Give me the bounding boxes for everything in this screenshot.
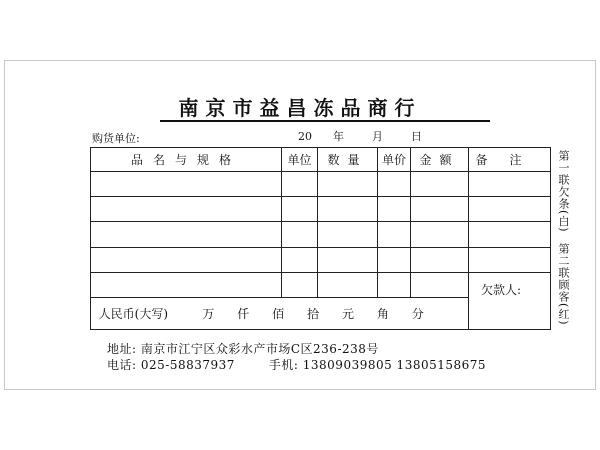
quantity-cell[interactable]	[318, 272, 378, 297]
price-cell[interactable]	[378, 272, 411, 297]
shop-title: 南京市益昌冻品商行	[178, 96, 422, 120]
debtor-cell[interactable]	[469, 272, 551, 329]
table-row	[91, 222, 551, 247]
amount-cell[interactable]	[411, 222, 469, 247]
goods-cell[interactable]	[91, 172, 282, 197]
unit-cell[interactable]	[282, 197, 318, 222]
goods-cell[interactable]	[91, 247, 282, 272]
table-row	[91, 247, 551, 272]
remark-cell[interactable]	[469, 247, 551, 272]
goods-cell[interactable]	[91, 197, 282, 222]
date-month: 月	[371, 130, 383, 143]
unit-cell[interactable]	[282, 247, 318, 272]
price-cell[interactable]	[378, 247, 411, 272]
goods-cell[interactable]	[91, 222, 282, 247]
header-price: 单价	[378, 148, 411, 172]
table-header-row	[91, 148, 551, 172]
quantity-cell[interactable]	[318, 222, 378, 247]
rmb-total-cell[interactable]	[91, 297, 469, 329]
amount-cell[interactable]	[411, 172, 469, 197]
price-cell[interactable]	[378, 172, 411, 197]
denom-fen: 分	[411, 306, 424, 321]
remark-cell[interactable]	[469, 222, 551, 247]
quantity-cell[interactable]	[318, 247, 378, 272]
amount-cell[interactable]	[411, 272, 469, 297]
remark-cell[interactable]	[469, 172, 551, 197]
denom-yuan: 元	[341, 306, 354, 321]
denom-jiao: 角	[376, 306, 389, 321]
table-row	[91, 272, 551, 297]
unit-cell[interactable]	[282, 272, 318, 297]
denom-shi: 拾	[307, 306, 320, 321]
buyer-unit-label: 购货单位:	[92, 132, 140, 145]
date-year-prefix: 20	[298, 130, 312, 143]
copy-label-white: 第一联欠条(白)	[557, 150, 570, 233]
title-underline	[160, 120, 490, 122]
footer-address: 地址: 南京市江宁区众彩水产市场C区236-238号	[107, 342, 379, 356]
denom-qian: 仟	[237, 306, 250, 321]
unit-cell[interactable]	[282, 172, 318, 197]
rmb-label: 人民币(大写)	[98, 306, 169, 321]
footer-phone: 电话: 025-58837937	[107, 358, 235, 372]
date-day: 日	[410, 130, 422, 143]
denom-bai: 佰	[272, 306, 285, 321]
unit-cell[interactable]	[282, 222, 318, 247]
header-unit: 单位	[282, 148, 318, 172]
quantity-cell[interactable]	[318, 172, 378, 197]
amount-cell[interactable]	[411, 197, 469, 222]
denom-wan: 万	[202, 306, 215, 321]
debtor-label: 欠款人:	[481, 282, 522, 297]
header-remark: 备注	[469, 148, 551, 172]
amount-cell[interactable]	[411, 247, 469, 272]
footer-contact	[107, 356, 486, 373]
quantity-cell[interactable]	[318, 197, 378, 222]
price-cell[interactable]	[378, 197, 411, 222]
date-line	[298, 128, 422, 144]
goods-cell[interactable]	[91, 272, 282, 297]
date-year: 年	[332, 130, 344, 143]
price-cell[interactable]	[378, 222, 411, 247]
header-amount: 金额	[411, 148, 469, 172]
footer-mobile: 手机: 13809039805 13805158675	[268, 358, 487, 372]
remark-cell[interactable]	[469, 197, 551, 222]
copy-label-red: 第二联顾客(红)	[557, 243, 570, 326]
table-row	[91, 197, 551, 222]
table-row	[91, 172, 551, 197]
header-goods: 品名与规格	[91, 148, 282, 172]
header-quantity: 数量	[318, 148, 378, 172]
invoice-table	[90, 147, 551, 330]
